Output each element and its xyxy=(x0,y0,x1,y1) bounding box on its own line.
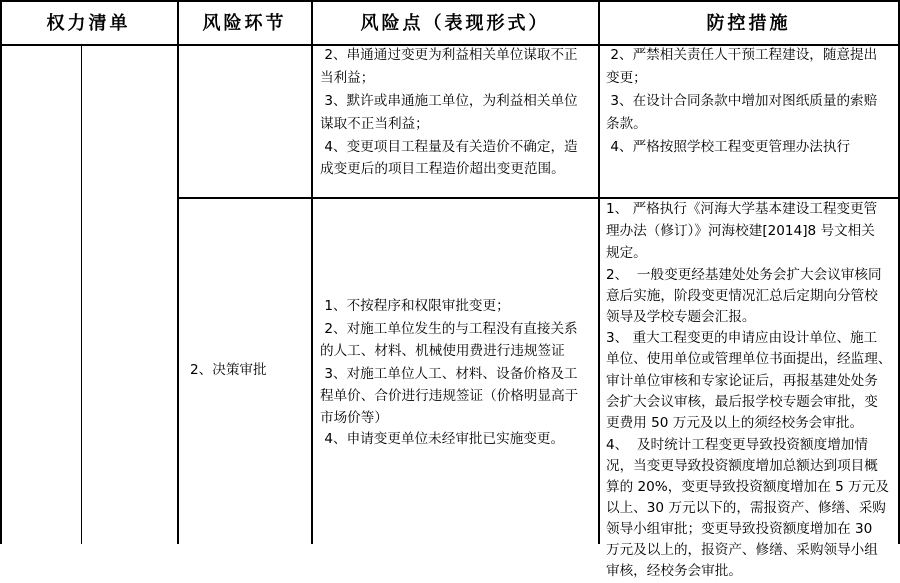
text-line: 规定。 xyxy=(606,245,647,261)
text-line: 3、在设计合同条款中增加对图纸质量的索赔 xyxy=(606,93,878,109)
text-line: 的人工、材料、机械使用费进行违规签证 xyxy=(320,343,565,359)
header-power-list: 权力清单 xyxy=(46,13,131,34)
col1-inner-line xyxy=(81,44,82,544)
text-line: 程单价、合价进行违规签证（价格明显高于 xyxy=(320,388,579,404)
text-line: 当利益； xyxy=(320,70,375,86)
text-line: 4、严格按照学校工程变更管理办法执行 xyxy=(606,139,851,155)
col-divider-1 xyxy=(177,0,179,544)
text-line: 会扩大会议审核，最后报学校专题会审批，变 xyxy=(606,394,878,410)
text-line: 条款。 xyxy=(606,116,647,132)
text-line: 万元及以上的，报资产、修缮、采购领导小组 xyxy=(606,542,878,558)
text-line: 以上、30 万元以下的，需报资产、修缮、采购 xyxy=(606,500,886,516)
text-line: 领导及学校专题会汇报。 xyxy=(606,309,756,325)
text-line: 1、不按程序和权限审批变更； xyxy=(320,298,510,314)
text-line: 2、 一般变更经基建处处务会扩大会议审核同 xyxy=(606,267,882,283)
text-line: 谋取不正当利益； xyxy=(320,116,429,132)
col-divider-3 xyxy=(598,0,600,544)
text-line: 2、串通通过变更为利益相关单位谋取不正 xyxy=(320,47,578,63)
text-line: 理办法（修订）》河海校建[2014]8 号文相关 xyxy=(606,223,875,239)
text-line: 单位、使用单位或管理单位书面提出，经监理、 xyxy=(606,351,892,367)
border-left xyxy=(0,0,2,544)
text-line: 成变更后的项目工程造价超出变更范围。 xyxy=(320,161,565,177)
row2-category: 2、决策审批 xyxy=(190,362,267,378)
text-line: 审计单位审核和专家论证后，再报基建处处务 xyxy=(606,373,878,389)
text-line: 况，当变更导致投资额度增加总额达到项目概 xyxy=(606,458,878,474)
text-line: 2、严禁相关责任人干预工程建设，随意提出 xyxy=(606,47,878,63)
text-line: 3、对施工单位人工、材料、设备价格及工 xyxy=(320,366,578,382)
text-line: 4、申请变更单位未经审批已实施变更。 xyxy=(320,431,565,447)
header-control-measures: 防控措施 xyxy=(706,13,791,34)
text-line: 算的 20%，变更导致投资额度增加在 5 万元及 xyxy=(606,479,889,495)
text-line: 3、 重大工程变更的申请应由设计单位、施工 xyxy=(606,330,878,346)
text-line: 审核，经校务会审批。 xyxy=(606,563,742,579)
border-right xyxy=(898,0,900,544)
text-line: 更费用 50 万元及以上的须经校务会审批。 xyxy=(606,415,864,431)
col-divider-2 xyxy=(311,0,313,544)
text-line: 领导小组审批；变更导致投资额度增加在 30 xyxy=(606,521,873,537)
text-line: 4、变更项目工程量及有关造价不确定，造 xyxy=(320,139,578,155)
text-line: 市场价等） xyxy=(320,410,388,426)
text-line: 1、 严格执行《河海大学基本建设工程变更管 xyxy=(606,201,878,217)
text-line: 3、默许或串通施工单位，为利益相关单位 xyxy=(320,93,578,109)
text-line: 意后实施，阶段变更情况汇总后定期向分管校 xyxy=(606,288,878,304)
header-risk-points: 风险点（表现形式） xyxy=(360,13,550,34)
text-line: 2、对施工单位发生的与工程没有直接关系 xyxy=(320,321,578,337)
text-line: 4、 及时统计工程变更导致投资额度增加情 xyxy=(606,437,868,453)
text-line: 变更； xyxy=(606,70,647,86)
header-risk-stage: 风险环节 xyxy=(202,13,287,34)
